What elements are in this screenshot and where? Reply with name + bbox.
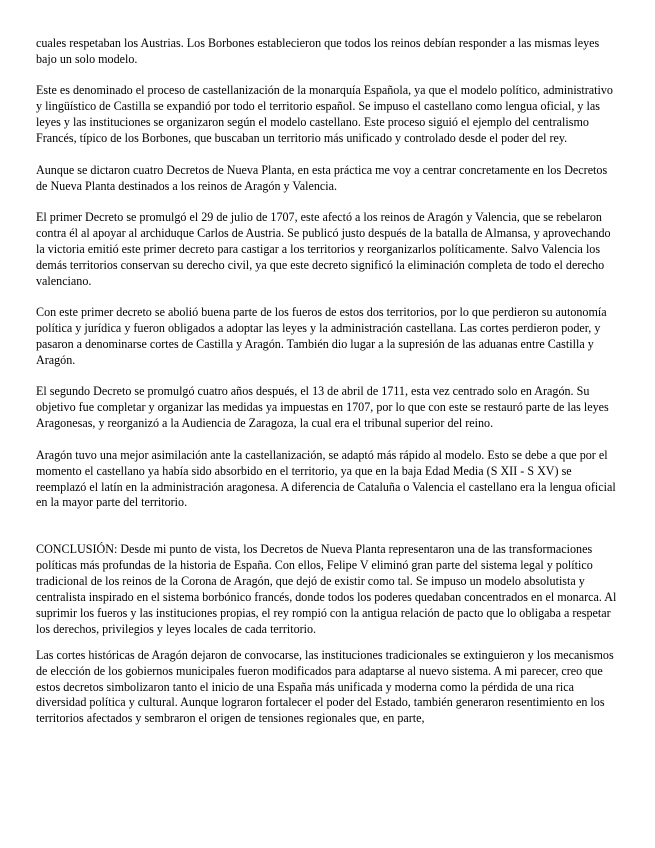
paragraph-1: cuales respetaban los Austrias. Los Borbones establecieron que todos los reinos debían responder a las mismas leyes bajo un solo modelo. <box>36 36 600 66</box>
paragraph-6: El segundo Decreto se promulgó cuatro años después, el 13 de abril de 1711, esta vez centrado solo en Aragón. Su objetivo fue completar y organizar las medidas ya impuestas en 1707, por lo que con este se restauró parte de las leyes Aragonesas, y reorganizó a la Audiencia de Zaragoza, la cual era el tribunal superior del reino. <box>36 384 609 431</box>
paragraph-7: Aragón tuvo una mejor asimilación ante la castellanización, se adaptó más rápido al modelo. Esto se debe a que por el momento el castellano ya había sido absorbido en el territorio, ya que en la baja Edad Media (S XII - S XV) se reemplazó el latín en la administración aragonesa. A diferencia de Cataluña o Valencia el castellano era la lengua oficial en la mayor parte del territorio. <box>36 447 616 510</box>
document-page <box>36 36 619 743</box>
paragraph-2: Este es denominado el proceso de castellanización de la monarquía Española, ya que el modelo político, administrativo y lingüístico de Castilla se expandió por todo el territorio español. Se impuso el castellano como lengua oficial, y las leyes y las instituciones se organizaron según el modelo castellano. Este proceso siguió el ejemplo del centralismo Francés, típico de los Borbones, que buscaban un territorio más unificado y controlado desde el poder del rey. <box>36 83 613 146</box>
paragraph-4: El primer Decreto se promulgó el 29 de julio de 1707, este afectó a los reinos de Aragón y Valencia, que se rebelaron contra él al apoyar al archiduque Carlos de Austria. Se publicó justo después de la batalla de Almansa, y aprovechando la victoria emitió este primer decreto para castigar a los territorios y reorganizarlos políticamente. Salvo Valencia los demás territorios conservan su derecho civil, ya que este decreto significó la eliminación completa de todo el derecho valenciano. <box>36 210 611 288</box>
paragraph-3: Aunque se dictaron cuatro Decretos de Nueva Planta, en esta práctica me voy a centrar concretamente en los Decretos de Nueva Planta destinados a los reinos de Aragón y Valencia. <box>36 162 608 193</box>
paragraph-5: Con este primer decreto se abolió buena parte de los fueros de estos dos territorios, por lo que perdieron su autonomía política y jurídica y fueron obligados a adoptar las leyes y la administración castellana. Las cortes perdieron poder, y pasaron a denominarse cortes de Castilla y Aragón. También dio lugar a la supresión de las aduanas entre Castilla y Aragón. <box>36 305 607 367</box>
paragraph-9: Las cortes históricas de Aragón dejaron de convocarse, las instituciones tradicionales se extinguieron y los mecanismos de elección de los gobiernos municipales fueron modificados para adaptarse al nuevo sistema. A mi parecer, creo que estos decretos simbolizaron tanto el inicio de una España más unificada y moderna como la pérdida de una rica diversidad política y cultural. Aunque lograron fortalecer el poder del Estado, también generaron resentimiento en los territorios afectados y sembraron el origen de tensiones regionales que, en parte, <box>36 647 614 726</box>
conclusion-paragraph: CONCLUSIÓN: Desde mi punto de vista, los Decretos de Nueva Planta representaron una de las transformaciones políticas más profundas de la historia de España. Con ellos, Felipe V eliminó gran parte del sistema legal y político tradicional de los reinos de la Corona de Aragón, que dejó de existir como tal. Se impuso un modelo absolutista y centralista inspirado en el sistema borbónico francés, donde todos los poderes quedaban concentrados en el monarca. Al suprimir los fueros y las instituciones propias, el rey rompió con la antigua relación de pacto que lo obligaba a respetar los derechos, privilegios y leyes locales de cada territorio. <box>36 542 617 636</box>
